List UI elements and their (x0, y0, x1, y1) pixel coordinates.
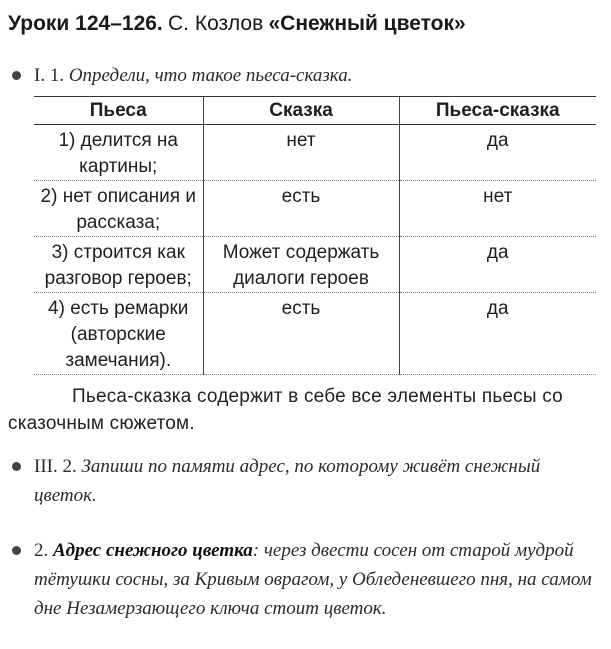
bullet-icon (12, 71, 21, 80)
table-row (34, 181, 596, 237)
lessons-label: Уроки 124–126. (8, 12, 163, 35)
comparison-table (34, 96, 596, 375)
author-name: С. Козлов (168, 12, 264, 35)
answer-text: : через двести сосен от старой мудрой тётушки сосны, за Кривым оврагом, у Обледеневшего пня, на самом дне Незамерзающего ключа стоит цветок. (34, 540, 592, 619)
table-cell: 4) есть ремарки (авторские замечания). (34, 293, 203, 375)
table-row (34, 125, 596, 181)
bullet-icon (12, 462, 21, 471)
task-2 (34, 452, 594, 510)
table-cell: да (399, 237, 596, 293)
page-heading (8, 10, 608, 37)
task-1 (34, 61, 604, 90)
header-cell: Сказка (203, 97, 399, 125)
bullet-icon (12, 546, 21, 555)
task-1-number: I. 1. (34, 65, 65, 86)
table-cell: 2) нет описания и рассказа; (34, 181, 203, 237)
table-header-row (34, 97, 596, 125)
summary-paragraph: Пьеса-сказка содержит в себе все элементы пьесы со сказочным сюжетом. (8, 386, 563, 434)
header-cell: Пьеса (34, 97, 203, 125)
task-1-text: Определи, что такое пьеса-сказка. (68, 65, 353, 86)
task-2-number: III. 2. (34, 456, 77, 477)
table-cell: нет (399, 181, 596, 237)
answer-label: Адрес снежного цветка (53, 540, 253, 561)
table-cell: да (399, 293, 596, 375)
answer-block (34, 536, 600, 623)
table-cell: есть (203, 293, 399, 375)
table-cell: нет (203, 125, 399, 181)
table-cell: Может содержать диалоги героев (203, 237, 399, 293)
table-cell: да (399, 125, 596, 181)
table-cell: есть (203, 181, 399, 237)
task-2-text: Запиши по памяти адрес, по которому живёт снежный цветок. (34, 456, 541, 506)
table-cell: 3) строится как разговор героев; (34, 237, 203, 293)
table-cell: 1) делится на картины; (34, 125, 203, 181)
table-row (34, 293, 596, 375)
story-title: «Снежный цветок» (268, 12, 466, 35)
answer-number: 2. (34, 540, 49, 561)
table-row (34, 237, 596, 293)
header-cell: Пьеса-сказка (399, 97, 596, 125)
